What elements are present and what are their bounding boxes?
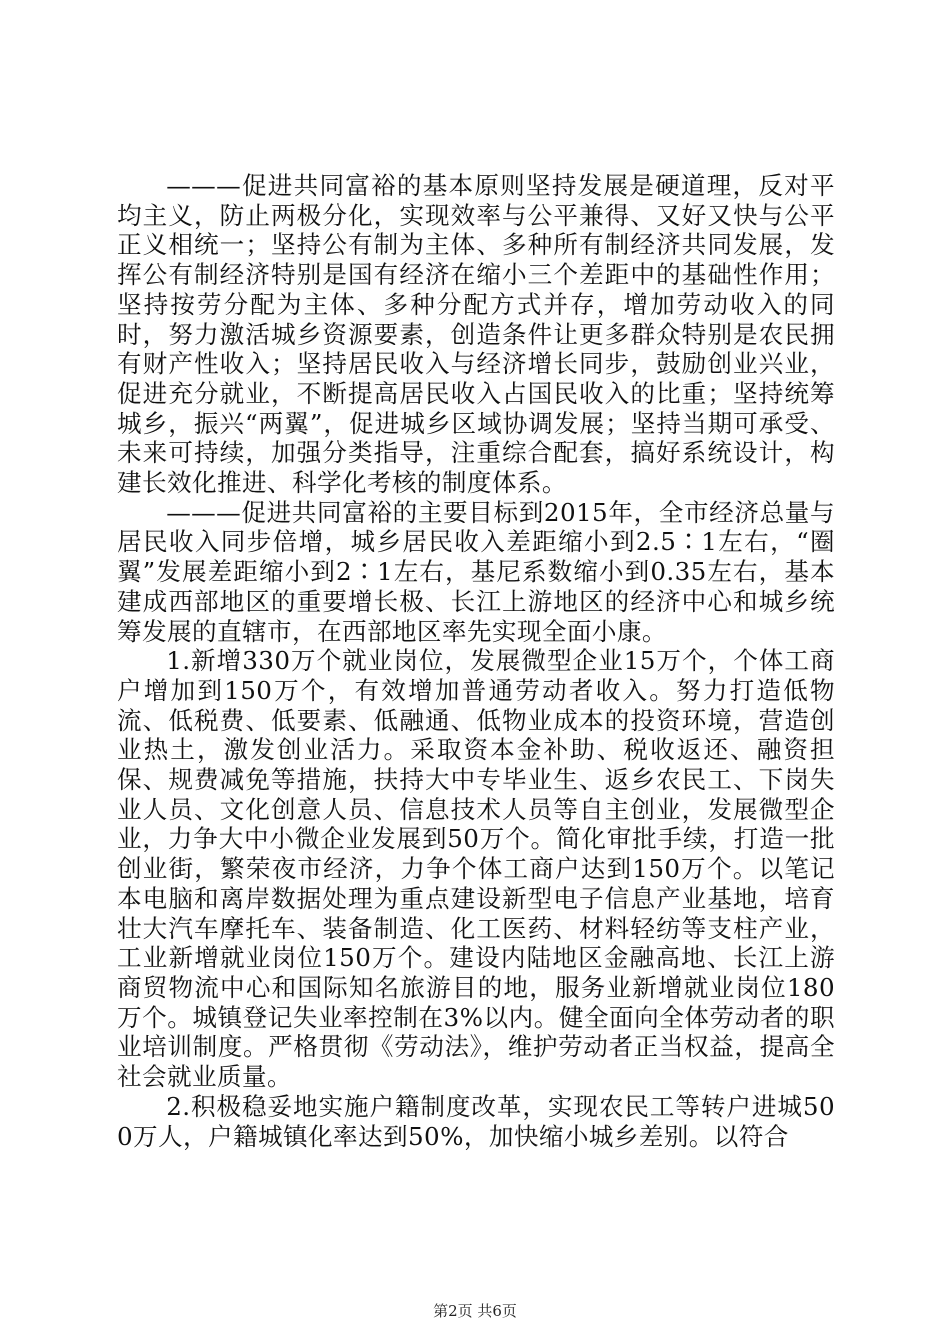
paragraph-main-goals: ———促进共同富裕的主要目标到2015年，全市经济总量与居民收入同步倍增，城乡居民收入差距缩小到2.5∶1左右，“圈翼”发展差距缩小到2∶1左右，基尼系数缩小到0.35左右，基本建成西部地区的重要增长极、长江上游地区的经济中心和城乡统筹发展的直辖市，在西部地区率先实现全面小康。	[117, 497, 835, 646]
document-body	[117, 171, 835, 1151]
paragraph-item-2-household-registration: 2.积极稳妥地实施户籍制度改革，实现农民工等转户进城500万人，户籍城镇化率达到50%，加快缩小城乡差别。以符合	[117, 1091, 835, 1151]
paragraph-item-1-employment: 1.新增330万个就业岗位，发展微型企业15万个，个体工商户增加到150万个，有效增加普通劳动者收入。努力打造低物流、低税费、低要素、低融通、低物业成本的投资环境，营造创业热土，激发创业活力。采取资本金补助、税收返还、融资担保、规费减免等措施，扶持大中专毕业生、返乡农民工、下岗失业人员、文化创意人员、信息技术人员等自主创业，发展微型企业，力争大中小微企业发展到50万个。简化审批手续，打造一批创业街，繁荣夜市经济，力争个体工商户达到150万个。以笔记本电脑和离岸数据处理为重点建设新型电子信息产业基地，培育壮大汽车摩托车、装备制造、化工医药、材料轻纺等支柱产业，工业新增就业岗位150万个。建设内陆地区金融高地、长江上游商贸物流中心和国际知名旅游目的地，服务业新增就业岗位180万个。城镇登记失业率控制在3%以内。健全面向全体劳动者的职业培训制度。严格贯彻《劳动法》，维护劳动者正当权益，提高全社会就业质量。	[117, 646, 835, 1092]
paragraph-basic-principles: ———促进共同富裕的基本原则坚持发展是硬道理，反对平均主义，防止两极分化，实现效率与公平兼得、又好又快与公平正义相统一；坚持公有制为主体、多种所有制经济共同发展，发挥公有制经济特别是国有经济在缩小三个差距中的基础性作用；坚持按劳分配为主体、多种分配方式并存，增加劳动收入的同时，努力激活城乡资源要素，创造条件让更多群众特别是农民拥有财产性收入；坚持居民收入与经济增长同步，鼓励创业兴业，促进充分就业，不断提高居民收入占国民收入的比重；坚持统筹城乡，振兴“两翼”，促进城乡区域协调发展；坚持当期可承受、未来可持续，加强分类指导，注重综合配套，搞好系统设计，构建长效化推进、科学化考核的制度体系。	[117, 171, 835, 498]
page-number-footer: 第2页 共6页	[433, 1302, 517, 1320]
